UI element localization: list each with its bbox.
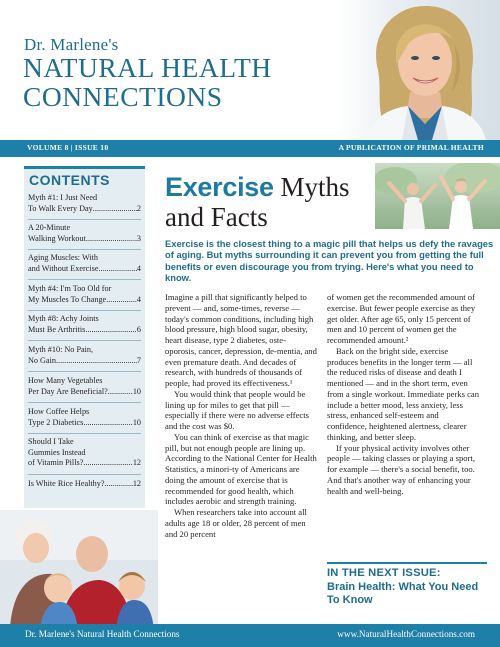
toc-item-page: 4: [136, 263, 141, 273]
contents-sidebar: [24, 166, 145, 508]
body-paragraph: When researchers take into account all adults age 18 or older, 28 percent of men and 20 percent: [165, 507, 307, 539]
volume-issue: VOLUME 8 | ISSUE 10: [27, 143, 109, 152]
article-deck: Exercise is the closest thing to a magic pill that helps us defy the ravages of aging. But myths surrounding it can prevent you from getting the full benefits or even discourage you from trying. Here's what you need to know.: [165, 238, 494, 283]
author-portrait: [338, 0, 500, 140]
toc-item-line: Myth #10: No Pain,: [28, 345, 94, 354]
toc-item-page: 10: [132, 386, 141, 396]
toc-item-line: and Without Exercise: [28, 263, 99, 273]
brand-subtitle: Dr. Marlene's: [24, 35, 119, 54]
toc-item-line: Myth #1: I Just Need: [28, 193, 98, 202]
toc-item-line: Is White Rice Healthy?: [28, 479, 105, 488]
article-title: [165, 172, 349, 203]
toc-item-page: 2: [136, 203, 141, 213]
toc-item-line: Myth #4: I'm Too Old for: [28, 284, 112, 293]
toc-item-page: 7: [136, 355, 141, 365]
next-issue-rule: [327, 562, 487, 564]
toc-item-page: 10: [132, 417, 141, 427]
toc-divider: [28, 340, 141, 341]
toc-item-line: of Vitamin Pills?: [28, 458, 84, 467]
toc-item-line: Must Be Arthritis: [28, 324, 86, 334]
toc-item-line: To Walk Every Day: [28, 203, 93, 213]
toc-item-line: How Many Vegetables: [28, 376, 103, 385]
body-paragraph: If your physical activity involves other people — taking classes or playing a sport, for example — there's a social benefit, too. And that's another way of enhancing your health and well-being.: [327, 442, 475, 496]
toc-item-line: How Coffee Helps: [28, 407, 90, 416]
article-column-1: [165, 292, 317, 539]
volume-bar: [0, 140, 500, 157]
toc-item-line: Aging Muscles: With: [28, 253, 99, 262]
next-issue-title: Brain Health: What You Need To Know: [327, 581, 479, 606]
body-paragraph: Imagine a pill that significantly helped to prevent — and, some-times, reverse — today's common conditions, including high blood pressure, high blood sugar, obesity, heart disease, type 2 diabetes, oste-oporosis, cancer, depression, de-mentia, and even premature death. And decades of research, with hundreds of thousands of people, had proved its effectiveness.¹: [165, 292, 317, 388]
brand-title: [23, 53, 272, 111]
article-title-rest: Myths: [273, 172, 350, 202]
toc-item-line: Type 2 Diabetics: [28, 417, 84, 427]
toc-divider: [28, 310, 141, 311]
contents-title: CONTENTS: [29, 172, 110, 188]
toc-item-line: Should I Take: [28, 437, 74, 446]
toc-item-line: Myth #8: Achy Joints: [28, 314, 99, 323]
exercise-photo: [375, 163, 500, 229]
toc-item-line: No Gain: [28, 355, 56, 365]
body-paragraph: of women get the recommended amount of exercise. But fewer people exercise as they get older. After age 65, only 15 percent of men and 10 percent of women get the recommended amount.²: [327, 292, 476, 345]
toc-item[interactable]: [28, 479, 141, 490]
next-issue-label: IN THE NEXT ISSUE:: [327, 567, 441, 579]
toc-item[interactable]: [28, 193, 141, 214]
toc-item-line: A 20-Minute: [28, 223, 71, 232]
toc-item[interactable]: [28, 223, 141, 244]
masthead: [0, 0, 500, 152]
footer-publication-name: Dr. Marlene's Natural Health Connections: [25, 629, 180, 639]
footer-website-link[interactable]: www.NaturalHealthConnections.com: [337, 629, 475, 639]
toc-item-line: Gummies Instead: [28, 447, 86, 457]
page-footer: [0, 624, 500, 647]
toc-item[interactable]: [28, 253, 141, 274]
toc-item[interactable]: [28, 407, 141, 428]
toc-item-line: Walking Workout: [28, 233, 86, 243]
toc-item-page: 12: [132, 479, 141, 488]
toc-divider: [28, 474, 141, 475]
article-title-line2: and Facts: [165, 202, 268, 232]
toc-item[interactable]: [28, 314, 141, 335]
publication-credit: A PUBLICATION OF PRIMAL HEALTH: [338, 143, 484, 152]
toc-item-page: 4: [136, 294, 141, 304]
toc-item-page: 12: [132, 458, 141, 467]
brand-title-line2: CONNECTIONS: [23, 81, 223, 112]
toc-item-page: 3: [136, 233, 141, 243]
toc-item[interactable]: [28, 376, 141, 397]
toc-divider: [28, 433, 141, 434]
toc-divider: [28, 219, 141, 220]
toc-divider: [28, 402, 141, 403]
body-paragraph: Back on the bright side, exercise produces benefits in the longer term — all the reduced risks of disease and death I mentioned — and in the short term, even from a single workout. Immediate perks can include a better mood, less anxiety, less stress, enhanced self-esteem and confidence, heightened alertness, clearer thinking, and better sleep.: [327, 345, 480, 442]
toc-item-line: My Muscles To Change: [28, 294, 107, 304]
brand-title-line1: NATURAL HEALTH: [23, 52, 272, 83]
family-photo: [0, 510, 158, 630]
toc-divider: [28, 279, 141, 280]
article-column-2: [327, 292, 479, 496]
toc-item[interactable]: [28, 345, 141, 366]
toc-divider: [28, 249, 141, 250]
toc-item[interactable]: [28, 437, 141, 469]
article-title-bold: Exercise: [165, 172, 274, 202]
toc-divider: [28, 371, 141, 372]
toc-item-line: Per Day Are Beneficial?: [28, 386, 108, 396]
toc-item[interactable]: [28, 284, 141, 305]
body-paragraph: You would think that people would be lining up for miles to get that pill — especially if there were no adverse effects and the cost was $0.: [165, 388, 309, 431]
body-paragraph: You can think of exercise as that magic pill, but not enough people are lining up. According to the National Center for Health Statistics, a minori-ty of Americans are doing the amount of exercise that is recommended for good health, which includes aerobic and strength training.: [165, 431, 317, 507]
toc-item-page: 6: [136, 324, 141, 334]
